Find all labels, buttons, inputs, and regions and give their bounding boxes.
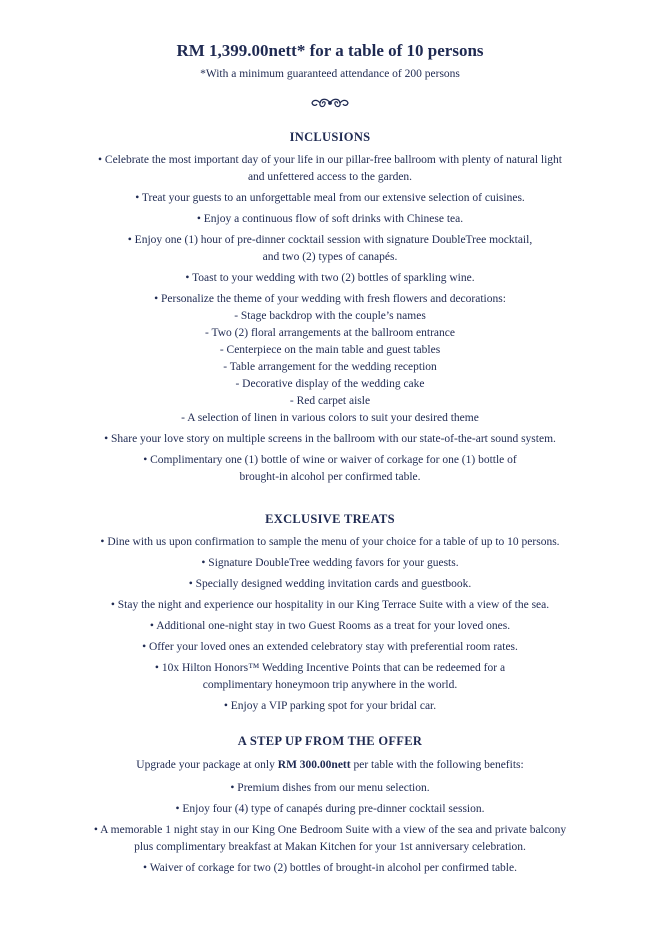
inclusion-item: • Toast to your wedding with two (2) bottles of sparkling wine.	[185, 272, 475, 284]
treat-item: • Offer your loved ones an extended celebratory stay with preferential room rates.	[142, 641, 518, 653]
minimum-attendance-note: *With a minimum guaranteed attendance of 200 persons	[200, 68, 460, 80]
exclusive-treats-title: EXCLUSIVE TREATS	[265, 512, 395, 526]
decorations-list	[0, 308, 660, 427]
upgrade-item: • A memorable 1 night stay in our King One Bedroom Suite with a view of the sea and private balcony plus complimentary breakfast at Makan Kitchen for your 1st anniversary celebration.	[93, 824, 567, 853]
inclusion-item: • Enjoy a continuous flow of soft drinks with Chinese tea.	[196, 213, 464, 225]
upgrade-item: • Waiver of corkage for two (2) bottles of brought-in alcohol per confirmed table.	[143, 862, 517, 874]
decoration-item: - Stage backdrop with the couple’s names	[234, 310, 426, 322]
upgrade-price: RM 300.00nett	[277, 759, 351, 771]
inclusions-title: INCLUSIONS	[289, 130, 371, 144]
treat-item: • Signature DoubleTree wedding favors for your guests.	[201, 557, 459, 569]
inclusion-item: • Treat your guests to an unforgettable meal from our extensive selection of cuisines.	[135, 192, 525, 204]
ornament-icon	[310, 96, 350, 110]
upgrade-title: A STEP UP FROM THE OFFER	[237, 734, 423, 748]
upgrade-item: • Enjoy four (4) type of canapés during pre-dinner cocktail session.	[175, 803, 485, 815]
upgrade-benefits-list	[0, 780, 660, 881]
decoration-item: - Red carpet aisle	[289, 395, 371, 407]
decoration-item: - Centerpiece on the main table and guest tables	[219, 344, 441, 356]
treat-item: • Enjoy a VIP parking spot for your bridal car.	[223, 700, 437, 712]
treat-item: • Additional one-night stay in two Guest Rooms as a treat for your loved ones.	[149, 620, 511, 632]
treat-item: • 10x Hilton Honors™ Wedding Incentive Points that can be redeemed for a complimentary honeymoon trip anywhere in the world.	[154, 662, 506, 691]
package-price: RM 1,399.00nett* for a table of 10 persons	[176, 41, 484, 60]
inclusion-item: • Personalize the theme of your wedding with fresh flowers and decorations:	[154, 293, 506, 305]
treat-item: • Stay the night and experience our hospitality in our King Terrace Suite with a view of the sea.	[110, 599, 550, 611]
upgrade-intro: Upgrade your package at only RM 300.00nett per table with the following benefits:	[136, 759, 524, 771]
upgrade-item: • Premium dishes from our menu selection.	[230, 782, 430, 794]
decoration-item: - Decorative display of the wedding cake	[235, 378, 425, 390]
exclusive-treats-list	[0, 534, 660, 719]
inclusion-item: • Celebrate the most important day of your life in our pillar-free ballroom with plenty of natural light and unfettered access to the garden.	[98, 154, 562, 183]
decoration-item: - Table arrangement for the wedding reception	[223, 361, 437, 373]
inclusions-list	[0, 152, 660, 490]
decoration-item: - Two (2) floral arrangements at the ballroom entrance	[205, 327, 455, 339]
inclusion-item: • Enjoy one (1) hour of pre-dinner cocktail session with signature DoubleTree mocktail, and two (2) types of canapés.	[127, 234, 533, 263]
treat-item: • Specially designed wedding invitation cards and guestbook.	[188, 578, 472, 590]
treat-item: • Dine with us upon confirmation to sample the menu of your choice for a table of up to 10 persons.	[100, 536, 560, 548]
inclusion-item: • Complimentary one (1) bottle of wine or waiver of corkage for one (1) bottle of brought-in alcohol per confirmed table.	[143, 454, 517, 483]
decoration-item: - A selection of linen in various colors to suit your desired theme	[181, 412, 479, 424]
inclusion-item: • Share your love story on multiple screens in the ballroom with our state-of-the-art sound system.	[104, 433, 556, 445]
